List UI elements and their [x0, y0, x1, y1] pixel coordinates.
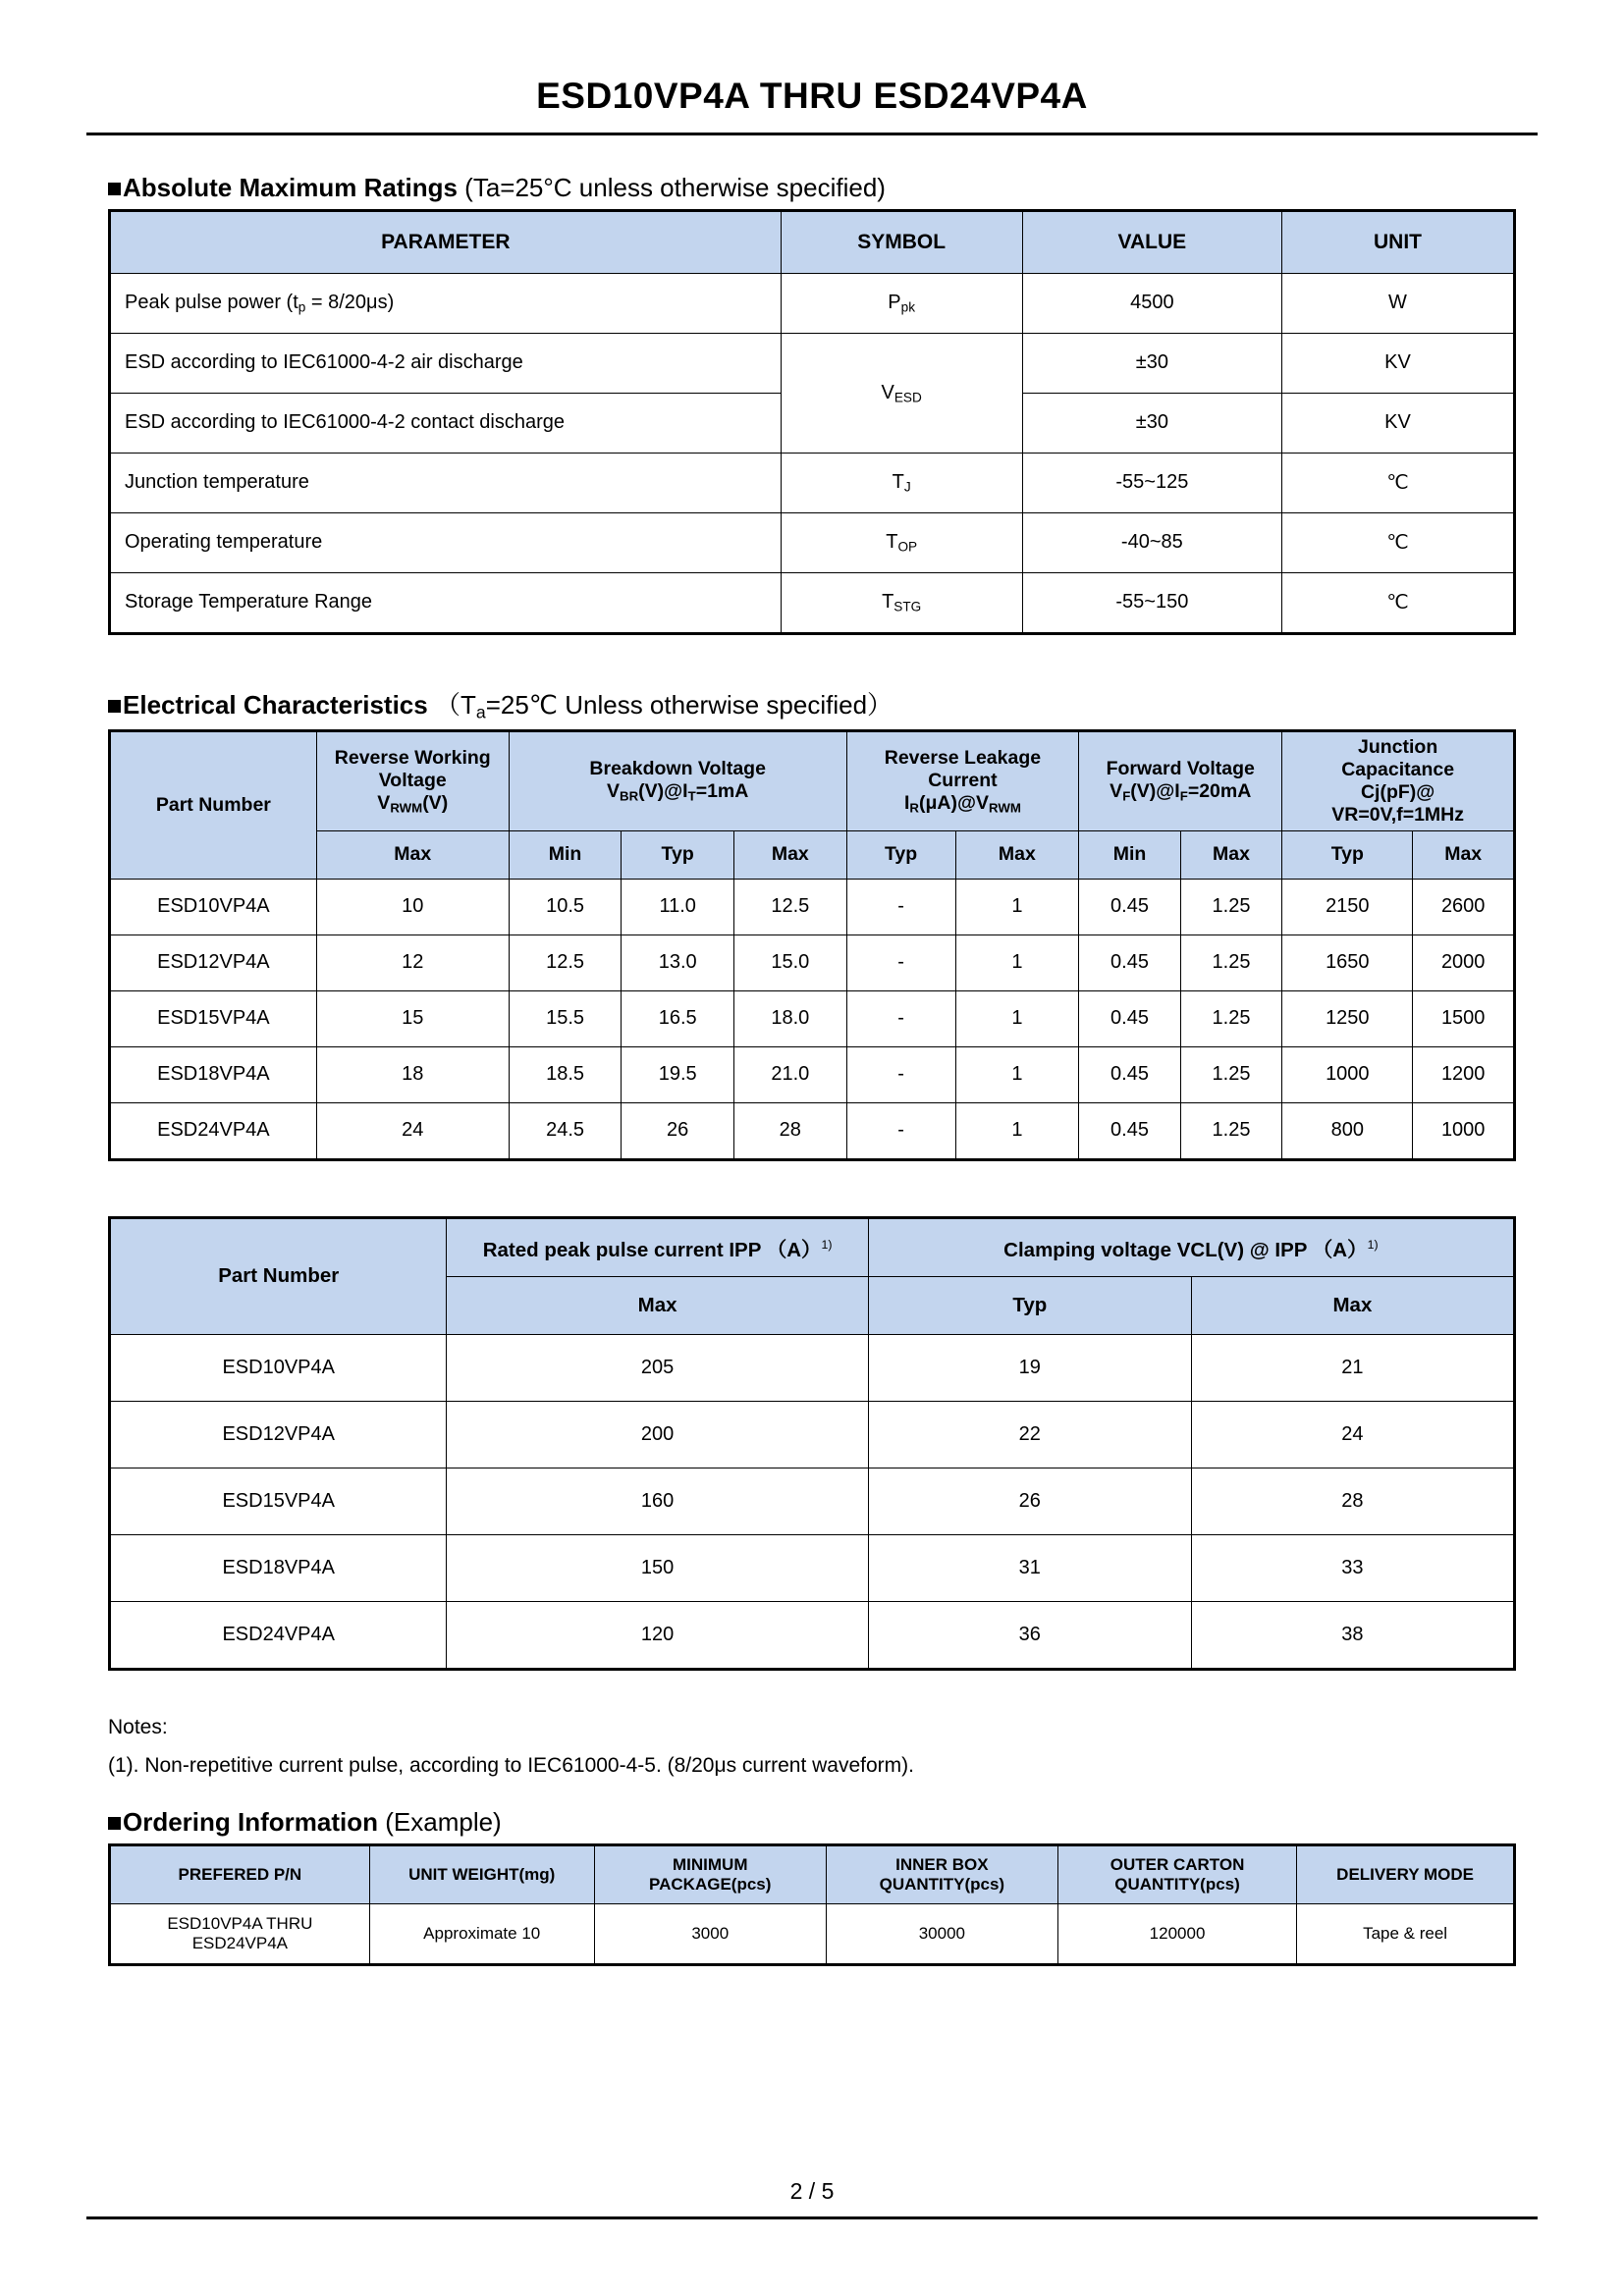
table-header-row: [110, 210, 1515, 273]
col-symbol: SYMBOL: [781, 210, 1022, 273]
cell-inner-box-quantity: 30000: [826, 1904, 1057, 1965]
cell-vbr-typ: 19.5: [622, 1046, 734, 1102]
col-group-reverse-leakage-current: Reverse Leakage Current $I_R(\mu A)@V_{RWM}$: [846, 730, 1079, 830]
cell-vcl-max: 21: [1191, 1334, 1514, 1401]
cell-unit: KV: [1282, 393, 1515, 453]
cell-prefered-pn: ESD10VP4A THRU ESD24VP4A: [110, 1904, 370, 1965]
cell-vf-min: 0.45: [1079, 879, 1181, 934]
cell-cj-typ: 1000: [1282, 1046, 1413, 1102]
table-header-group-row: [110, 1217, 1515, 1276]
cell-vbr-max: 28: [733, 1102, 846, 1159]
cell-vf-max: 1.25: [1180, 1046, 1282, 1102]
cell-cj-max: 1200: [1413, 1046, 1515, 1102]
subcol-vf-max: Max: [1180, 830, 1282, 879]
cell-symbol: $V_{ESD}$: [781, 333, 1022, 453]
cell-vbr-typ: 13.0: [622, 934, 734, 990]
cell-unit-weight: Approximate 10: [369, 1904, 594, 1965]
cell-ipp-max: 120: [447, 1601, 868, 1669]
table-row: [110, 1102, 1515, 1159]
subcol-ir-typ: Typ: [846, 830, 955, 879]
cell-vbr-max: 21.0: [733, 1046, 846, 1102]
pulse-clamping-table: [108, 1216, 1516, 1671]
subcol-cj-typ: Typ: [1282, 830, 1413, 879]
col-group-reverse-working-voltage: Reverse Working Voltage $V_{RWM}(V)$: [316, 730, 509, 830]
cell-symbol: $T_{OP}$: [781, 512, 1022, 572]
electrical-characteristics-table: [108, 729, 1516, 1161]
cell-parameter: Storage Temperature Range: [110, 572, 782, 633]
amr-heading-light: (Ta=25°C unless otherwise specified): [464, 172, 886, 202]
table-row: [110, 333, 1515, 393]
cell-unit: ℃: [1282, 572, 1515, 633]
section-heading-electrical-characteristics: [108, 690, 1538, 723]
cell-part-number: ESD18VP4A: [110, 1534, 447, 1601]
cell-parameter: ESD according to IEC61000-4-2 contact discharge: [110, 393, 782, 453]
cell-value: -55~125: [1022, 453, 1281, 512]
cell-ipp-max: 160: [447, 1468, 868, 1534]
page-number: 2 / 5: [789, 2178, 835, 2204]
subcol-cj-max: Max: [1413, 830, 1515, 879]
cell-vbr-max: 12.5: [733, 879, 846, 934]
cell-vrwm-max: 18: [316, 1046, 509, 1102]
footer-divider: [86, 2216, 1538, 2219]
cell-cj-typ: 1250: [1282, 990, 1413, 1046]
cell-delivery-mode: Tape & reel: [1297, 1904, 1515, 1965]
col-inner-box-quantity: INNER BOX QUANTITY(pcs): [826, 1845, 1057, 1904]
table-row: [110, 512, 1515, 572]
cell-ir-typ: -: [846, 879, 955, 934]
subcol-vf-min: Min: [1079, 830, 1181, 879]
page-footer: [86, 2178, 1538, 2219]
cell-vrwm-max: 15: [316, 990, 509, 1046]
cell-vcl-max: 28: [1191, 1468, 1514, 1534]
cell-parameter: ESD according to IEC61000-4-2 air discharge: [110, 333, 782, 393]
cell-cj-max: 1000: [1413, 1102, 1515, 1159]
table-row: [110, 1401, 1515, 1468]
cell-vf-min: 0.45: [1079, 1046, 1181, 1102]
col-group-forward-voltage: Forward Voltage $V_F(V)@I_F=20mA$: [1079, 730, 1282, 830]
page-title: ESD10VP4A THRU ESD24VP4A: [536, 76, 1088, 116]
absolute-maximum-ratings-table: [108, 209, 1516, 635]
cell-value: -55~150: [1022, 572, 1281, 633]
section-heading-ordering-information: [108, 1807, 1538, 1838]
cell-symbol: $T_J$: [781, 453, 1022, 512]
table-header-group-row: [110, 730, 1515, 830]
cell-part-number: ESD12VP4A: [110, 934, 317, 990]
cell-vbr-min: 18.5: [509, 1046, 622, 1102]
cell-vbr-max: 18.0: [733, 990, 846, 1046]
cell-vbr-max: 15.0: [733, 934, 846, 990]
cell-part-number: ESD12VP4A: [110, 1401, 447, 1468]
cell-ir-max: 1: [955, 879, 1079, 934]
cell-unit: KV: [1282, 333, 1515, 393]
cell-minimum-package: 3000: [594, 1904, 826, 1965]
table-row: [110, 879, 1515, 934]
cell-vcl-typ: 22: [868, 1401, 1191, 1468]
bullet-square-icon: [108, 183, 121, 195]
cell-value: ±30: [1022, 393, 1281, 453]
cell-ir-typ: -: [846, 990, 955, 1046]
ec-heading-bold: Electrical Characteristics: [123, 689, 428, 720]
cell-unit: ℃: [1282, 512, 1515, 572]
amr-heading-bold: Absolute Maximum Ratings: [123, 172, 458, 202]
section-heading-absolute-maximum-ratings: [108, 173, 1538, 203]
notes-block: [108, 1708, 1538, 1787]
cell-cj-typ: 1650: [1282, 934, 1413, 990]
cell-parameter: Junction temperature: [110, 453, 782, 512]
cell-unit: ℃: [1282, 453, 1515, 512]
table-row: [110, 1334, 1515, 1401]
cell-vcl-typ: 26: [868, 1468, 1191, 1534]
table-row: [110, 453, 1515, 512]
cell-vf-min: 0.45: [1079, 990, 1181, 1046]
cell-symbol: $P_{pk}$: [781, 273, 1022, 333]
cell-vcl-typ: 31: [868, 1534, 1191, 1601]
col-prefered-pn: PREFERED P/N: [110, 1845, 370, 1904]
cell-vcl-max: 33: [1191, 1534, 1514, 1601]
cell-vbr-typ: 16.5: [622, 990, 734, 1046]
subcol-ipp-max: Max: [447, 1276, 868, 1334]
cell-cj-typ: 800: [1282, 1102, 1413, 1159]
cell-cj-max: 1500: [1413, 990, 1515, 1046]
table-row: [110, 990, 1515, 1046]
col-parameter: PARAMETER: [110, 210, 782, 273]
table-row: [110, 572, 1515, 633]
table-row: [110, 273, 1515, 333]
cell-value: ±30: [1022, 333, 1281, 393]
cell-vrwm-max: 12: [316, 934, 509, 990]
subcol-vbr-max: Max: [733, 830, 846, 879]
cell-parameter: Operating temperature: [110, 512, 782, 572]
cell-part-number: ESD18VP4A: [110, 1046, 317, 1102]
cell-parameter: Peak pulse power $(t_p = 8/20\mu s)$: [110, 273, 782, 333]
cell-vcl-max: 38: [1191, 1601, 1514, 1669]
col-unit: UNIT: [1282, 210, 1515, 273]
cell-ipp-max: 205: [447, 1334, 868, 1401]
cell-part-number: ESD24VP4A: [110, 1102, 317, 1159]
cell-vf-min: 0.45: [1079, 1102, 1181, 1159]
table-row: [110, 1601, 1515, 1669]
cell-vbr-typ: 11.0: [622, 879, 734, 934]
cell-value: 4500: [1022, 273, 1281, 333]
note-item: (1). Non-repetitive current pulse, according to IEC61000-4-5. (8/20μs current waveform).: [108, 1754, 914, 1778]
col-minimum-package: MINIMUM PACKAGE(pcs): [594, 1845, 826, 1904]
cell-vf-max: 1.25: [1180, 879, 1282, 934]
ec-heading-light: （$T_a=25℃$ Unless otherwise specified）: [434, 689, 893, 722]
cell-ir-max: 1: [955, 1102, 1079, 1159]
col-value: VALUE: [1022, 210, 1281, 273]
table-row: [110, 934, 1515, 990]
cell-vf-max: 1.25: [1180, 934, 1282, 990]
subcol-vcl-typ: Typ: [868, 1276, 1191, 1334]
col-group-clamping-voltage: Clamping voltage VCL(V) @ IPP $(A)^{1)}$: [868, 1217, 1514, 1276]
cell-ir-max: 1: [955, 990, 1079, 1046]
col-part-number: Part Number: [110, 1217, 447, 1334]
cell-vbr-min: 15.5: [509, 990, 622, 1046]
table-row: [110, 1904, 1515, 1965]
cell-vrwm-max: 10: [316, 879, 509, 934]
cell-part-number: ESD10VP4A: [110, 879, 317, 934]
subcol-vbr-min: Min: [509, 830, 622, 879]
cell-ir-typ: -: [846, 934, 955, 990]
bullet-square-icon: [108, 700, 121, 713]
col-part-number: Part Number: [110, 730, 317, 879]
cell-ipp-max: 200: [447, 1401, 868, 1468]
col-outer-carton-quantity: OUTER CARTON QUANTITY(pcs): [1057, 1845, 1296, 1904]
cell-part-number: ESD10VP4A: [110, 1334, 447, 1401]
subcol-vbr-typ: Typ: [622, 830, 734, 879]
col-group-junction-capacitance: Junction Capacitance Cj(pF)@ VR=0V,f=1MHz: [1282, 730, 1515, 830]
cell-vf-min: 0.45: [1079, 934, 1181, 990]
subcol-vrwm-max: Max: [316, 830, 509, 879]
subcol-ir-max: Max: [955, 830, 1079, 879]
cell-ir-max: 1: [955, 1046, 1079, 1102]
cell-vf-max: 1.25: [1180, 990, 1282, 1046]
cell-vf-max: 1.25: [1180, 1102, 1282, 1159]
table-header-row: [110, 1845, 1515, 1904]
cell-ir-max: 1: [955, 934, 1079, 990]
col-group-rated-peak-pulse-current: Rated peak pulse current IPP $(A)^{1)}$: [447, 1217, 868, 1276]
cell-unit: W: [1282, 273, 1515, 333]
cell-cj-max: 2000: [1413, 934, 1515, 990]
table-header-subrow: [110, 830, 1515, 879]
cell-vcl-max: 24: [1191, 1401, 1514, 1468]
table-row: [110, 1046, 1515, 1102]
cell-vrwm-max: 24: [316, 1102, 509, 1159]
cell-vbr-typ: 26: [622, 1102, 734, 1159]
cell-outer-carton-quantity: 120000: [1057, 1904, 1296, 1965]
table-row: [110, 1468, 1515, 1534]
cell-part-number: ESD15VP4A: [110, 990, 317, 1046]
cell-vcl-typ: 19: [868, 1334, 1191, 1401]
notes-label: Notes:: [108, 1715, 168, 1738]
cell-ipp-max: 150: [447, 1534, 868, 1601]
cell-symbol: $T_{STG}$: [781, 572, 1022, 633]
cell-ir-typ: -: [846, 1046, 955, 1102]
cell-cj-max: 2600: [1413, 879, 1515, 934]
cell-vbr-min: 12.5: [509, 934, 622, 990]
subcol-vcl-max: Max: [1191, 1276, 1514, 1334]
col-unit-weight: UNIT WEIGHT(mg): [369, 1845, 594, 1904]
ordering-information-table: [108, 1843, 1516, 1966]
ord-heading-bold: Ordering Information: [123, 1807, 378, 1838]
col-delivery-mode: DELIVERY MODE: [1297, 1845, 1515, 1904]
cell-cj-typ: 2150: [1282, 879, 1413, 934]
table-row: [110, 1534, 1515, 1601]
col-group-breakdown-voltage: Breakdown Voltage $V_{BR}(V)@I_T=1mA$: [509, 730, 846, 830]
cell-part-number: ESD24VP4A: [110, 1601, 447, 1669]
cell-value: -40~85: [1022, 512, 1281, 572]
cell-part-number: ESD15VP4A: [110, 1468, 447, 1534]
cell-ir-typ: -: [846, 1102, 955, 1159]
cell-vbr-min: 10.5: [509, 879, 622, 934]
bullet-square-icon: [108, 1817, 121, 1830]
cell-vbr-min: 24.5: [509, 1102, 622, 1159]
cell-vcl-typ: 36: [868, 1601, 1191, 1669]
ord-heading-light: (Example): [385, 1807, 502, 1838]
